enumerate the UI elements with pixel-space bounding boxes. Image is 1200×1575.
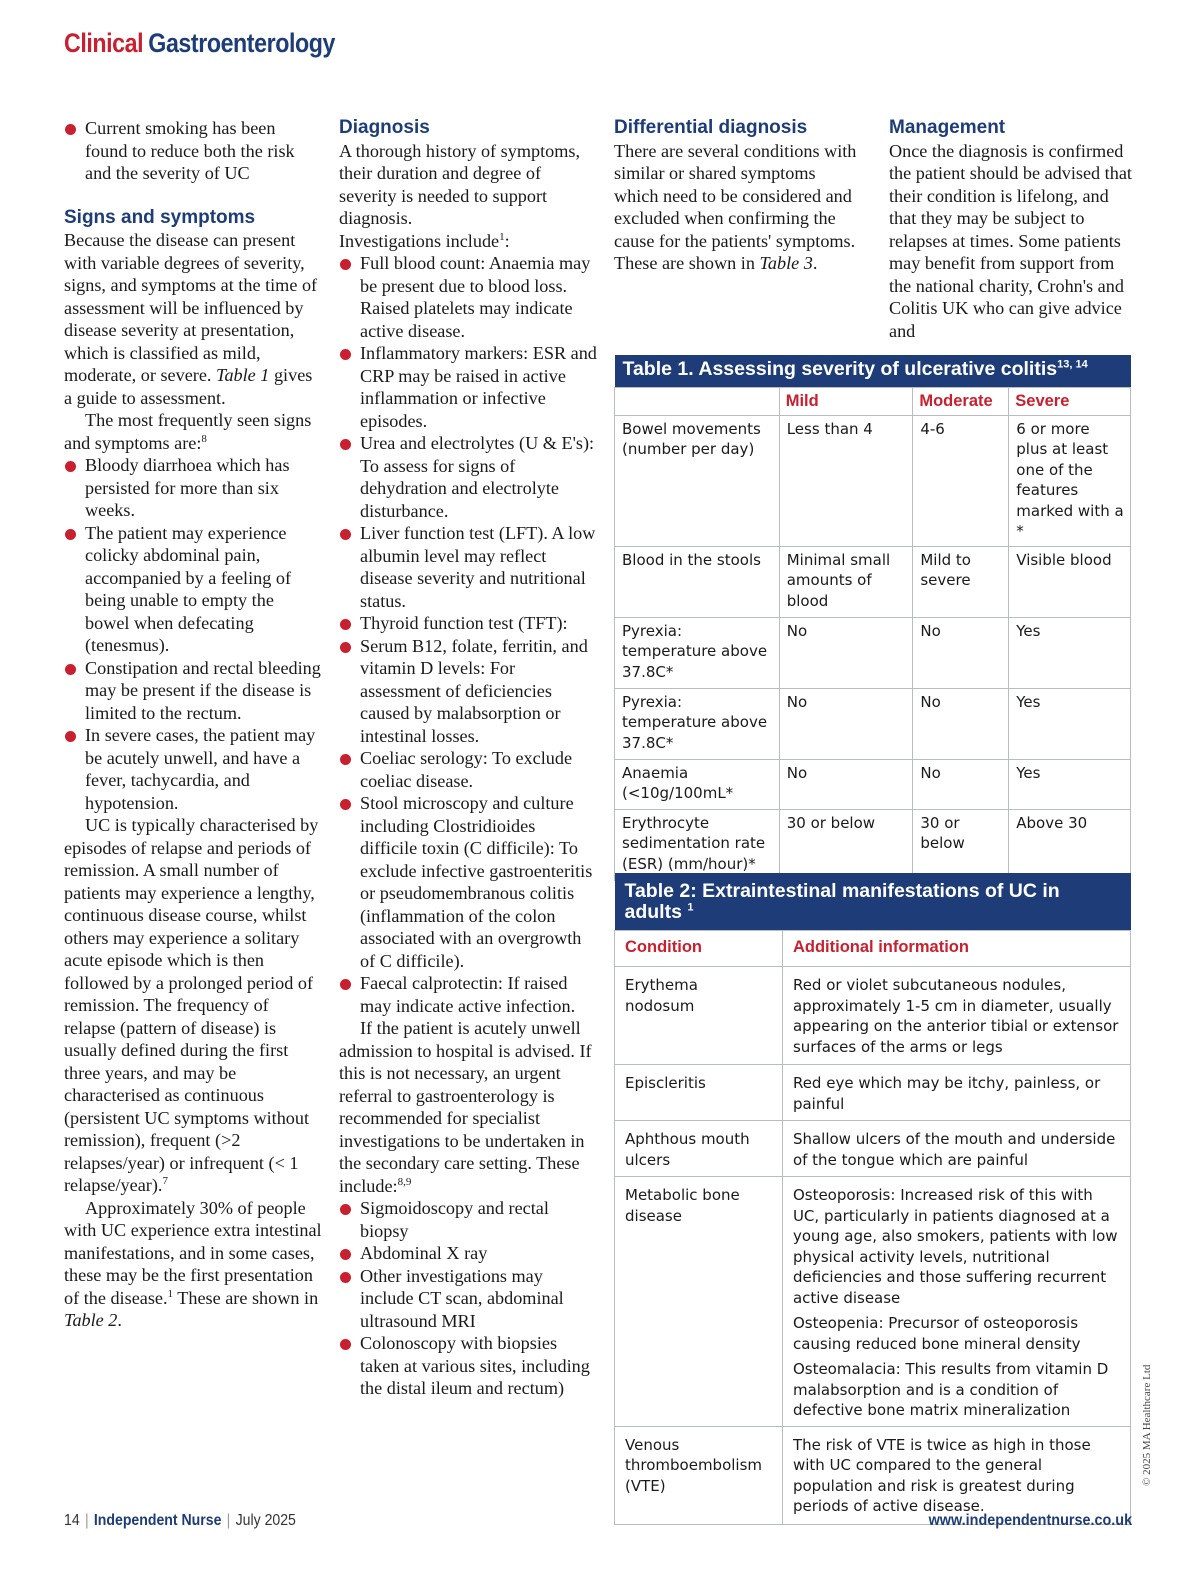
table-cell: Episcleritis: [615, 1065, 783, 1121]
paragraph: If the patient is acutely unwell admission to hospital is advised. If this is not necessary, an urgent referral to gastroenterology is recommended for specialist investigations to be undertaken in the secondary care setting. These include:$^{8,9}$: [339, 1018, 592, 1196]
footer-left: 14 | Independent Nurse | July 2025: [64, 1512, 296, 1529]
paragraph: The most frequently seen signs and symptoms are:$^8$: [64, 410, 312, 453]
table-cell: No: [913, 759, 1009, 809]
table-cell: Red eye which may be itchy, painless, or painful: [782, 1065, 1130, 1121]
bullet-dot-icon: [65, 731, 76, 742]
table-reference: Table 2: [64, 1310, 118, 1330]
table-cell: Erythema nodosum: [615, 967, 783, 1065]
signs-heading: Signs and symptoms: [64, 206, 256, 228]
topic-label: Gastroenterology: [148, 28, 335, 58]
bullet-dot-icon: [65, 664, 76, 675]
bullet-dot-icon: [340, 799, 351, 810]
bullet-item: Coeliac serology: To exclude coeliac disease.: [339, 747, 597, 792]
table-header-cell: Additional information: [782, 931, 1130, 967]
table-cell: 4-6: [913, 415, 1009, 546]
paragraph: There are several conditions with similar or shared symptoms which need to be considered and excluded when confirming the cause for the patients' symptoms. These are shown in Table 3.: [614, 140, 857, 273]
table-cell: No: [913, 688, 1009, 759]
paragraph: Investigations include$^1$:: [339, 230, 510, 251]
bullet-item: Other investigations may include CT scan, abdominal ultrasound MRI: [339, 1265, 597, 1333]
management-heading: Management: [889, 117, 1006, 138]
paragraph: Once the diagnosis is confirmed the patient should be advised that their condition is lifelong, and that they may be subject to relapses at times. Some patients may benefit from support from the national charity, Crohn's and Colitis UK who can give advice and: [889, 140, 1132, 341]
website-link[interactable]: www.independentnurse.co.uk: [928, 1512, 1132, 1529]
bullet-item: Current smoking has been found to reduce both the risk and the severity of UC: [64, 117, 322, 185]
bullet-item: Colonoscopy with biopsies taken at various sites, including the distal ileum and rectum): [339, 1332, 597, 1400]
bullet-dot-icon: [340, 1204, 351, 1215]
table-cell: Minimal small amounts of blood: [779, 546, 913, 617]
bullet-dot-icon: [340, 529, 351, 540]
bullet-dot-icon: [340, 979, 351, 990]
table-row: [615, 1065, 1131, 1121]
table-header-cell: Severe: [1009, 387, 1131, 415]
bullet-dot-icon: [65, 529, 76, 540]
table-header-cell: Moderate: [913, 387, 1009, 415]
issue-date: July 2025: [235, 1512, 296, 1529]
table-row: [615, 967, 1131, 1065]
paragraph: A thorough history of symptoms, their duration and degree of severity is needed to support diagnosis.: [339, 140, 580, 228]
table-row: [615, 546, 1131, 617]
table-row: [615, 617, 1131, 688]
section-label: Clinical: [64, 28, 144, 58]
table-cell: Mild to severe: [913, 546, 1009, 617]
table-cell: Shallow ulcers of the mouth and underside of the tongue which are painful: [782, 1121, 1130, 1177]
severity-table: [614, 355, 1131, 881]
table-title: Table 2: Extraintestinal manifestations of UC in adults $^1$: [615, 873, 1131, 931]
table-row: [615, 415, 1131, 546]
bullet-item: The patient may experience colicky abdominal pain, accompanied by a feeling of being unable to empty the bowel when defecating (tenesmus).: [64, 522, 322, 657]
table-cell: 6 or more plus at least one of the features marked with a *: [1009, 415, 1131, 546]
citation: 8: [201, 432, 207, 445]
bullet-dot-icon: [340, 754, 351, 765]
table-row: [615, 688, 1131, 759]
table-cell: No: [779, 688, 913, 759]
column-2: [339, 117, 597, 1400]
table-cell: Aphthous mouth ulcers: [615, 1121, 783, 1177]
column-3: [614, 117, 864, 275]
table-cell: Venous thromboembolism (VTE): [615, 1426, 783, 1524]
bullet-dot-icon: [340, 1339, 351, 1350]
table-row: [615, 1121, 1131, 1177]
table-header-cell: [615, 387, 780, 415]
table-cell: Erythrocyte sedimentation rate (ESR) (mm/hour)*: [615, 809, 780, 880]
citation: 1: [499, 230, 505, 243]
publication-name: Independent Nurse: [93, 1512, 222, 1529]
bullet-item: Liver function test (LFT). A low albumin level may reflect disease severity and nutritional status.: [339, 522, 597, 612]
bullet-item: Bloody diarrhoea which has persisted for more than six weeks.: [64, 454, 322, 522]
bullet-item: Thyroid function test (TFT):: [339, 612, 597, 635]
table-cell: Above 30: [1009, 809, 1131, 880]
table-reference: Table 3: [759, 253, 813, 273]
table-cell: Yes: [1009, 759, 1131, 809]
column-1: [64, 117, 322, 1332]
bullet-dot-icon: [65, 461, 76, 472]
table-cell: No: [779, 759, 913, 809]
table-cell: Visible blood: [1009, 546, 1131, 617]
table-cell: Yes: [1009, 617, 1131, 688]
bullet-dot-icon: [340, 619, 351, 630]
bullet-item: Urea and electrolytes (U & E's): To assess for signs of dehydration and electrolyte disturbance.: [339, 432, 597, 522]
table-cell: No: [913, 617, 1009, 688]
table-cell: 30 or below: [779, 809, 913, 880]
table-cell: Anaemia (<10g/100mL*: [615, 759, 780, 809]
table-cell: Osteoporosis: Increased risk of this with UC, particularly in patients diagnosed at a young age, also smokers, patients with low physical activity levels, nutritional deficiencies and those suffering recurrent active disease Osteopenia: Precursor of osteoporosis causing reduced bone mineral density Osteomalacia: This results from vitamin D malabsorption and is a condition of defective bone matrix mineralization: [782, 1177, 1130, 1427]
bullet-dot-icon: [340, 439, 351, 450]
table-cell: 30 or below: [913, 809, 1009, 880]
bullet-dot-icon: [340, 642, 351, 653]
bullet-item: Serum B12, folate, ferritin, and vitamin D levels: For assessment of deficiencies caused by malabsorption or intestinal losses.: [339, 635, 597, 748]
table-header-cell: Mild: [779, 387, 913, 415]
table-cell: Metabolic bone disease: [615, 1177, 783, 1427]
column-4: [889, 117, 1139, 342]
bullet-item: Full blood count: Anaemia may be present due to blood loss. Raised platelets may indicate active disease.: [339, 252, 597, 342]
table-cell: Yes: [1009, 688, 1131, 759]
bullet-item: Constipation and rectal bleeding may be present if the disease is limited to the rectum.: [64, 657, 322, 725]
paragraph: Because the disease can present with variable degrees of severity, signs, and symptoms at the time of assessment will be influenced by disease severity at presentation, which is classified as mild, moderate, or severe. Table 1 gives a guide to assessment.: [64, 230, 318, 408]
table-cell: Blood in the stools: [615, 546, 780, 617]
bullet-item: In severe cases, the patient may be acutely unwell, and have a fever, tachycardia, and hypotension.: [64, 724, 322, 814]
bullet-dot-icon: [340, 259, 351, 270]
table-title: Table 1. Assessing severity of ulcerative colitis$^{13, 14}$: [615, 355, 1131, 387]
bullet-item: Stool microscopy and culture including Clostridioides difficile toxin (C difficile): To exclude infective gastroenteritis or pseudomembranous colitis (inflammation of the colon associated with an overgrowth of C difficile).: [339, 792, 597, 972]
table-header-cell: Condition: [615, 931, 783, 967]
bullet-item: Sigmoidoscopy and rectal biopsy: [339, 1197, 597, 1242]
table-row: [615, 759, 1131, 809]
citation: 8,9: [397, 1175, 412, 1188]
citation: 1: [167, 1287, 174, 1300]
diagnosis-heading: Diagnosis: [339, 117, 430, 138]
bullet-item: Abdominal X ray: [339, 1242, 597, 1265]
paragraph: Approximately 30% of people with UC experience extra intestinal manifestations, and in some cases, these may be the first presentation of the disease.$^1$ These are shown in Table 2.: [64, 1197, 322, 1330]
table-cell: The risk of VTE is twice as high in those with UC compared to the general population and risk is greatest during periods of active disease.: [782, 1426, 1130, 1524]
bullet-dot-icon: [65, 124, 76, 135]
table-row: [615, 1426, 1131, 1524]
table-reference: Table 1: [216, 365, 270, 385]
table-row: [615, 809, 1131, 880]
page-number: 14: [64, 1512, 80, 1529]
table-cell: Pyrexia: temperature above 37.8C*: [615, 617, 780, 688]
bullet-dot-icon: [340, 1272, 351, 1283]
bullet-dot-icon: [340, 349, 351, 360]
bullet-dot-icon: [340, 1249, 351, 1260]
table-cell: Bowel movements (number per day): [615, 415, 780, 546]
citation: 7: [162, 1174, 168, 1187]
running-header: [64, 28, 335, 59]
table-cell: No: [779, 617, 913, 688]
paragraph: UC is typically characterised by episodes of relapse and periods of remission. A small number of patients may experience a lengthy, continuous disease course, whilst others may experience a solitary acute episode which is then followed by a prolonged period of remission. The frequency of relapse (pattern of disease) is usually defined during the first three years, and may be characterised as continuous (persistent UC symptoms without remission), frequent (>2 relapses/year) or infrequent (< 1 relapse/year).$^7$: [64, 815, 319, 1195]
table-cell: Less than 4: [779, 415, 913, 546]
table-row: [615, 1177, 1131, 1427]
bullet-item: Faecal calprotectin: If raised may indicate active infection.: [339, 972, 597, 1017]
bullet-item: Inflammatory markers: ESR and CRP may be raised in active inflammation or infective episodes.: [339, 342, 597, 432]
manifestations-table: [614, 873, 1131, 1525]
copyright-notice: © 2025 MA Healthcare Ltd: [1141, 1364, 1153, 1486]
table-cell: Red or violet subcutaneous nodules, approximately 1-5 cm in diameter, usually appearing on the anterior tibial or extensor surfaces of the arms or legs: [782, 967, 1130, 1065]
differential-heading: Differential diagnosis: [614, 117, 808, 138]
table-cell: Pyrexia: temperature above 37.8C*: [615, 688, 780, 759]
